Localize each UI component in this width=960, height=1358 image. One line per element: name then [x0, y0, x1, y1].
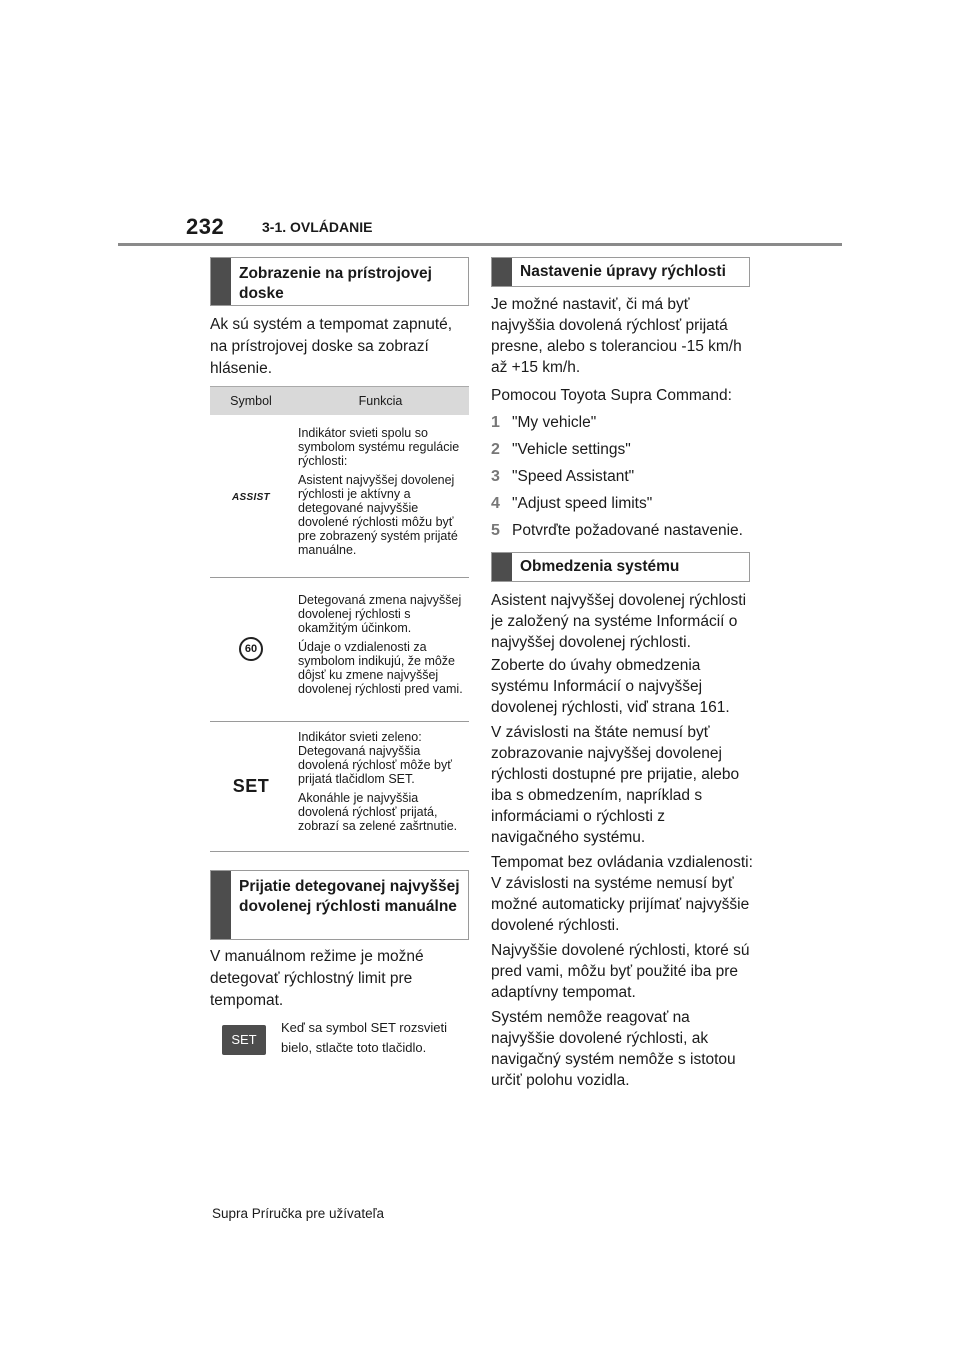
table-header-row — [210, 387, 469, 416]
table-row — [210, 577, 469, 721]
manual-mode-paragraph: V manuálnom režime je možné detegovať rýchlostný limit pre tempomat. — [210, 948, 424, 1009]
function-text: Indikátor svieti spolu so symbolom systému regulácie rýchlosti: — [298, 425, 460, 468]
limits-paragraph: V závislosti na štáte nemusí byť zobrazovanie najvyššej dovolenej rýchlosti dostupné pre prijatie, alebo iba s obmedzením, napríklad s informáciami o rýchlosti z navigačného systému. — [491, 724, 740, 846]
heading-box-dashboard-display — [210, 257, 469, 306]
heading-bar — [492, 258, 512, 286]
list-item: 5 Potvrďte požadované nastavenie. — [491, 522, 743, 539]
function-text: Detegovaná zmena najvyššej dovolenej rýchlosti s okamžitým účinkom. — [298, 593, 462, 635]
right-column-top — [491, 294, 753, 547]
system-limits-text — [491, 590, 753, 1091]
table-row — [210, 721, 469, 851]
heading-text: Nastavenie úpravy rýchlosti — [520, 263, 726, 280]
limits-paragraph: Zoberte do úvahy obmedzenia systému Informácií o najvyššej dovolenej rýchlosti, viď strana 161. — [491, 657, 730, 716]
heading-box-speed-adjustment — [491, 257, 750, 287]
heading-text: Prijatie detegovanej najvyššej dovolenej rýchlosti manuálne — [239, 878, 460, 915]
col-symbol-header: Symbol — [210, 387, 292, 416]
set-button-icon: SET — [222, 1025, 266, 1055]
set-button-note: Keď sa symbol SET rozsvieti bielo, stlačte toto tlačidlo. — [281, 1020, 447, 1055]
command-intro: Pomocou Toyota Supra Command: — [491, 387, 732, 404]
col-function-header: Funkcia — [292, 387, 469, 416]
function-cell — [292, 415, 469, 577]
limits-paragraph: Asistent najvyššej dovolenej rýchlosti je založený na systéme Informácií o najvyššej dovolenej rýchlosti. — [491, 592, 747, 651]
steps-list — [491, 412, 753, 541]
symbol-cell — [210, 415, 292, 577]
symbol-cell — [210, 721, 292, 851]
intro-paragraph: Ak sú systém a tempomat zapnuté, na prístrojovej doske sa zobrazí hlásenie. — [210, 316, 453, 377]
function-text: Akonáhle je najvyššia dovolená rýchlosť prijatá, zobrazí sa zelené zašrtnutie. — [298, 791, 458, 833]
list-item: 3 "Speed Assistant" — [491, 468, 635, 485]
function-text: Údaje o vzdialenosti za symbolom indikujú, že môže dôjsť ku zmene najvyššej dovolenej rýchlosti pred vami. — [298, 640, 463, 696]
heading-box-manual-accept — [210, 870, 469, 940]
header-divider — [118, 243, 842, 246]
limits-paragraph: Najvyššie dovolené rýchlosti, ktoré sú pred vami, môžu byť použité iba pre adaptívny tempomat. — [491, 942, 750, 1001]
tolerance-paragraph: Je možné nastaviť, či má byť najvyššia dovolená rýchlosť prijatá presne, alebo s toleranciou -15 km/h až +15 km/h. — [491, 296, 742, 376]
list-item: 2 "Vehicle settings" — [491, 441, 631, 458]
list-item: 4 "Adjust speed limits" — [491, 495, 653, 512]
heading-bar — [211, 258, 231, 305]
function-cell — [292, 721, 469, 851]
list-item: 1 "My vehicle" — [491, 414, 597, 431]
function-text: Asistent najvyššej dovolenej rýchlosti je aktívny a detegované najvyššie dovolené rýchlosti môžu byť pre zobrazený systém prijaté manuálne. — [298, 472, 458, 557]
heading-bar — [492, 553, 512, 581]
set-icon: SET — [232, 775, 270, 796]
page-number: 232 — [186, 214, 225, 239]
heading-text: Zobrazenie na prístrojovej doske — [239, 265, 432, 302]
symbol-cell — [210, 577, 292, 721]
limits-paragraph: Tempomat bez ovládania vzdialenosti: V závislosti na systéme nemusí byť možné automaticky prijímať najvyššie dovolené rýchlosti. — [491, 854, 753, 934]
heading-bar — [211, 871, 231, 939]
table-row — [210, 415, 469, 577]
function-text: Indikátor svieti zeleno: Detegovaná najvyššia dovolená rýchlosť môže byť prijatá tlačidlom SET. — [298, 730, 452, 786]
assist-icon: ASSIST — [232, 491, 270, 503]
footer-text: Supra Príručka pre užívateľa — [212, 1206, 385, 1221]
limits-paragraph: Systém nemôže reagovať na najvyššie dovolené rýchlosti, ak navigačný systém nemôže s istotou určiť polohu vozidla. — [491, 1009, 736, 1089]
speed-limit-60-icon: 60 — [239, 637, 263, 661]
symbol-table — [210, 386, 469, 852]
heading-text: Obmedzenia systému — [520, 558, 680, 575]
function-cell — [292, 577, 469, 721]
section-title: 3-1. OVLÁDANIE — [262, 219, 373, 235]
heading-box-system-limits — [491, 552, 750, 582]
